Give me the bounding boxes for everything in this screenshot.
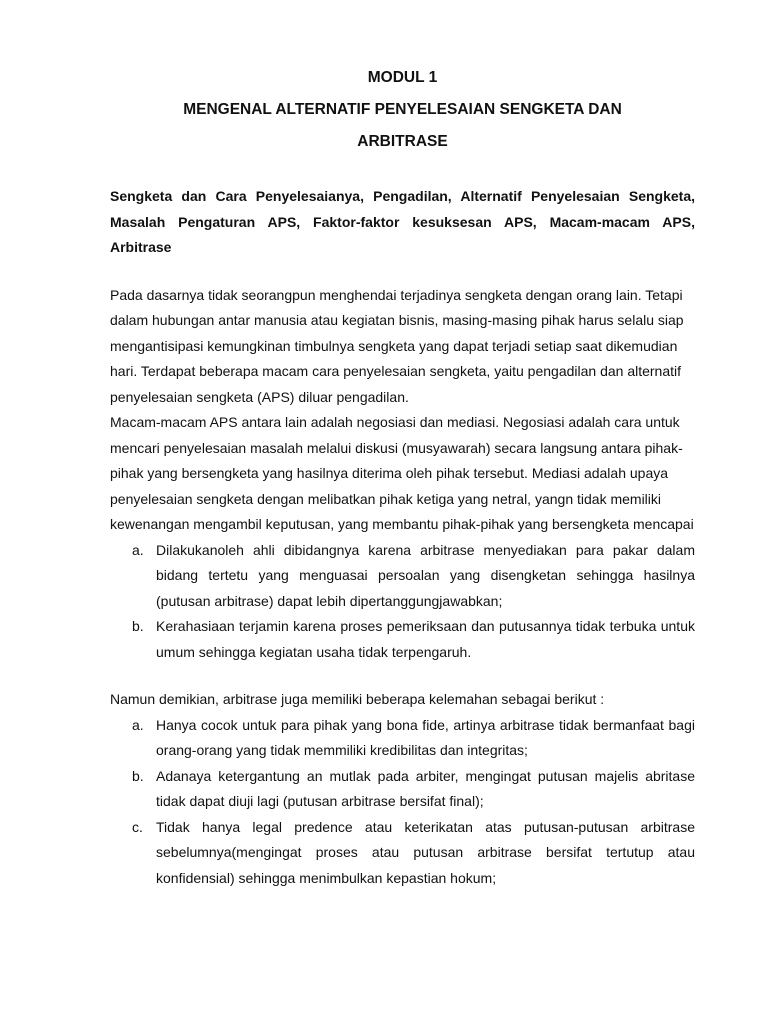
paragraph-intro: Pada dasarnya tidak seorangpun menghendai terjadinya sengketa dengan orang lain. Tetapi dalam hubungan antar manusia atau kegiatan bisnis, masing-masing pihak harus selalu siap mengantisipasi kemungkinan timbulnya sengketa yang dapat terjadi setiap saat dikemudian hari. Terdapat beberapa macam cara penyelesaian sengketa, yaitu pengadilan dan alternatif penyelesaian sengketa (APS) diluar pengadilan. xyxy=(110,286,684,405)
list-marker: a. xyxy=(132,541,144,558)
weakness-intro: Namun demikian, arbitrase juga memiliki beberapa kelemahan sebagai berikut : xyxy=(110,691,605,707)
weaknesses-list xyxy=(110,713,695,892)
list-marker: b. xyxy=(132,618,144,634)
list-item-text: Hanya cocok untuk para pihak yang bona fide, artinya arbitrase tidak bermanfaat bagi orang-orang yang tidak memmiliki kredibilitas dan integritas; xyxy=(156,716,695,758)
list-item-text: Dilakukanoleh ahli dibidangnya karena arbitrase menyediakan para pakar dalam bidang tertetu yang menguasai persoalan yang disengketan sehingga hasilnya (putusan arbitrase) dapat lebih dipertanggungjawabkan; xyxy=(156,541,695,609)
list-item-text: Adanaya ketergantung an mutlak pada arbiter, mengingat putusan majelis abritase tidak dapat diuji lagi (putusan arbitrase bersifat final); xyxy=(156,767,695,809)
title-block xyxy=(110,62,695,158)
advantages-list xyxy=(110,538,695,666)
list-item xyxy=(110,764,695,815)
list-marker: b. xyxy=(132,767,144,784)
list-item-text: Kerahasiaan terjamin karena proses pemeriksaan dan putusannya tidak terbuka untuk umum sehingga kegiatan usaha tidak terpengaruh. xyxy=(156,618,695,660)
paragraph-aps-types: Macam-macam APS antara lain adalah negosiasi dan mediasi. Negosiasi adalah cara untuk mencari penyelesaian masalah melalui diskusi (musyawarah) secara langsung antara pihak-pihak yang bersengketa yang hasilnya diterima oleh pihak tersebut. Mediasi adalah upaya penyelesaian sengketa dengan melibatkan pihak ketiga yang netral, yangn tidak memiliki kewenangan mengambil keputusan, yang membantu pihak-pihak yang bersengketa mencapai xyxy=(110,414,694,532)
list-marker: a. xyxy=(132,716,144,733)
list-marker: c. xyxy=(132,818,143,835)
list-item xyxy=(110,538,695,615)
title-line-2: ARBITRASE xyxy=(357,133,448,150)
document-page xyxy=(110,62,695,891)
module-label: MODUL 1 xyxy=(367,69,438,86)
title-line-1: MENGENAL ALTERNATIF PENYELESAIAN SENGKETA DAN xyxy=(183,101,622,118)
list-item xyxy=(110,614,695,665)
list-item-text: Tidak hanya legal predence atau keterikatan atas putusan-putusan arbitrase sebelumnya(mengingat proses atau putusan arbitrase bersifat tertutup atau konfidensial) sehingga menimbulkan kepastian hokum; xyxy=(156,818,695,886)
subject-keywords: Sengketa dan Cara Penyelesaianya, Pengadilan, Alternatif Penyelesaian Sengketa, Masalah Pengaturan APS, Faktor-faktor kesuksesan APS, Macam-macam APS, Arbitrase xyxy=(110,188,695,255)
list-item xyxy=(110,815,695,892)
spacer xyxy=(110,665,695,687)
list-item xyxy=(110,713,695,764)
